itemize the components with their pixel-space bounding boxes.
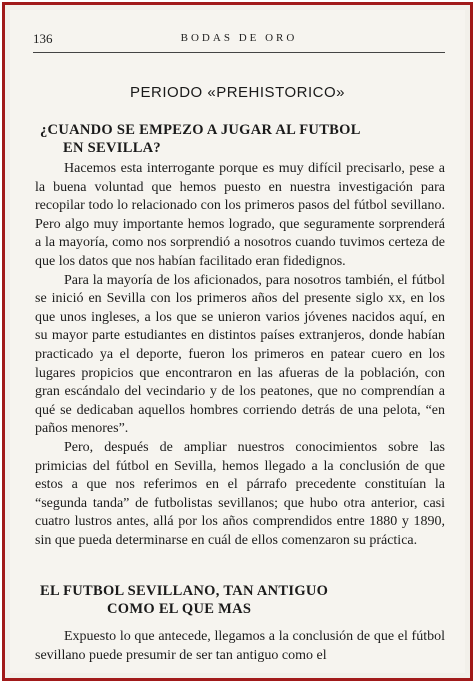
- paragraph: Expuesto lo que antecede, llegamos a la conclusión de que el fútbol sevillano puede presumir de ser tan antiguo como el: [35, 629, 445, 663]
- page-number: 136: [33, 31, 53, 46]
- section-heading-1-line-2: EN SEVILLA?: [63, 140, 161, 156]
- page-frame: [2, 2, 473, 681]
- section-heading-2-line-1: EL FUTBOL SEVILLANO, TAN ANTIGUO: [40, 583, 329, 599]
- section-heading-2: [40, 582, 445, 618]
- chapter-title: PERIODO «PREHISTORICO»: [130, 84, 345, 101]
- page-header: [33, 31, 445, 51]
- paragraph: Para la mayoría de los aficionados, para nosotros también, el fútbol se inició en Sevilla con los primeros años del presente siglo xx, en los que unos ingleses, a los que se unieron varios jóvenes nacidos aquí, en su mayor parte estudiantes en distintos países extranjeros, donde habían practicado ya el deporte, fueron los primeros en patear cuero en los lugares propicios que encontraron en las afueras de la población, con gran escándalo del vecindario y de los peatones, que no comprendían a qué se dedicaban aquellos hombres corriendo detrás de una pelota, “en paños menores”.: [35, 272, 445, 437]
- running-head: BODAS DE ORO: [180, 32, 298, 44]
- paragraph: Pero, después de ampliar nuestros conocimientos sobre las primicias del fútbol en Sevilla, hemos llegado a la conclusión de que estos a que nos referimos en el párrafo precedente constituían la “segunda tanda” de futbolistas sevillanos; que hubo otra anterior, casi cuatro lustros antes, allá por los años comprendidos entre 1880 y 1890, sin que pueda determinarse en cuál de ellos comenzaron su práctica.: [35, 439, 445, 548]
- section-heading-1: [40, 121, 445, 157]
- paragraph: Hacemos esta interrogante porque es muy difícil precisarlo, pese a la buena voluntad que hemos puesto en nuestra investigación para recopilar todo lo relacionado con los primeros pasos del fútbol sevillano. Pero algo muy importante hemos logrado, que seguramente sorprenderá a la mayoría, como nos sorprendió a nosotros cuando tuvimos certeza de que los datos que nos habían facilitado eran fidedignos.: [35, 161, 445, 269]
- header-rule: [33, 52, 445, 53]
- book-page: [10, 10, 465, 673]
- section-2-body: [35, 628, 445, 665]
- section-heading-1-line-1: ¿CUANDO SE EMPEZO A JUGAR AL FUTBOL: [40, 122, 361, 138]
- section-1-body: [35, 160, 445, 550]
- section-heading-2-line-2: COMO EL QUE MAS: [107, 601, 252, 617]
